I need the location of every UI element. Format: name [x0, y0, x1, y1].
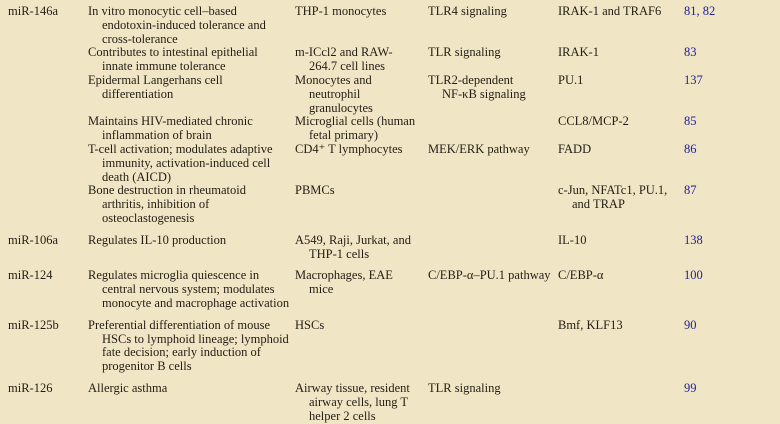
text-line: airway cells, lung T — [309, 394, 409, 409]
reference-link[interactable]: 138 — [684, 232, 703, 247]
mirna-group — [8, 234, 780, 262]
cell-cell-types — [295, 184, 428, 198]
cell-cell-types — [295, 5, 428, 19]
text-line: CCL8/MCP-2 — [558, 114, 629, 129]
text-line: NF-κB signaling — [442, 86, 526, 101]
cell-targets — [558, 115, 684, 129]
text-line: Monocytes and — [295, 72, 372, 87]
cell-mirna-name — [8, 5, 88, 19]
text-line: monocyte and macrophage activation — [102, 295, 290, 310]
table-row — [8, 319, 780, 374]
text-line: and TRAP — [572, 197, 625, 212]
cell-pathway — [428, 269, 558, 283]
cell-function — [88, 382, 295, 396]
text-line: inflammation of brain — [102, 128, 212, 143]
cell-mirna-name — [8, 234, 88, 248]
text-line: fetal primary) — [309, 128, 379, 143]
text-line: TLR4 signaling — [428, 4, 507, 18]
reference-link[interactable]: 81, 82 — [684, 4, 716, 18]
cell-references[interactable] — [684, 234, 780, 248]
text-line: PU.1 — [558, 72, 584, 87]
cell-references[interactable] — [684, 319, 780, 333]
text-line: Maintains HIV-mediated chronic — [88, 114, 253, 129]
reference-link[interactable]: 90 — [684, 317, 697, 332]
text-line: THP-1 monocytes — [295, 4, 387, 18]
text-line: HSCs — [295, 317, 325, 332]
text-line: innate immune tolerance — [102, 59, 226, 74]
table-row — [8, 184, 780, 225]
cell-mirna-name — [8, 269, 88, 283]
cell-pathway — [428, 5, 558, 19]
cell-mirna-name — [8, 382, 88, 396]
text-line: PBMCs — [295, 183, 335, 198]
text-line: central nervous system; modulates — [102, 282, 275, 297]
table-row — [8, 5, 780, 46]
cell-references[interactable] — [684, 382, 780, 396]
mirna-group — [8, 319, 780, 374]
cell-cell-types — [295, 143, 428, 157]
cell-function — [88, 319, 295, 374]
cell-references[interactable] — [684, 5, 780, 19]
text-line: c-Jun, NFATc1, PU.1, — [558, 183, 668, 198]
reference-link[interactable]: 86 — [684, 141, 697, 156]
text-line: TLR signaling — [428, 380, 501, 395]
text-line: neutrophil — [309, 86, 361, 101]
cell-targets — [558, 5, 684, 19]
text-line: FADD — [558, 141, 592, 156]
cell-cell-types — [295, 115, 428, 143]
cell-targets — [558, 184, 684, 212]
text-line: miR-126 — [8, 380, 53, 395]
cell-cell-types — [295, 46, 428, 74]
reference-link[interactable]: 137 — [684, 72, 703, 87]
text-line: Microglial cells (human — [295, 114, 416, 129]
cell-cell-types — [295, 234, 428, 262]
text-line: Regulates IL-10 production — [88, 232, 227, 247]
cell-references[interactable] — [684, 269, 780, 283]
text-line: C/EBP-α — [558, 268, 604, 283]
text-line: MEK/ERK pathway — [428, 141, 530, 156]
text-line: TLR2-dependent — [428, 72, 514, 87]
text-line: arthritis, inhibition of — [102, 197, 210, 212]
text-line: miR-125b — [8, 317, 59, 332]
mirna-table — [8, 5, 780, 423]
cell-pathway — [428, 382, 558, 396]
text-line: A549, Raji, Jurkat, and — [295, 232, 411, 247]
text-line: Bone destruction in rheumatoid — [88, 183, 246, 198]
table-row — [8, 74, 780, 115]
mirna-group — [8, 382, 780, 423]
text-line: miR-124 — [8, 268, 53, 283]
reference-link[interactable]: 87 — [684, 183, 697, 198]
table-row — [8, 382, 780, 423]
text-line: m-ICcl2 and RAW- — [295, 45, 393, 60]
text-line: THP-1 cells — [309, 246, 370, 261]
reference-link[interactable]: 99 — [684, 380, 697, 395]
text-line: helper 2 cells — [309, 408, 376, 423]
cell-cell-types — [295, 74, 428, 115]
reference-link[interactable]: 85 — [684, 114, 697, 129]
text-line: In vitro monocytic cell–based — [88, 4, 237, 18]
text-line: osteoclastogenesis — [102, 210, 195, 225]
text-line: immunity, activation-induced cell — [102, 155, 271, 170]
reference-link[interactable]: 83 — [684, 45, 697, 60]
cell-function — [88, 269, 295, 310]
text-line: T-cell activation; modulates adaptive — [88, 141, 273, 156]
cell-function — [88, 5, 295, 46]
text-line: Bmf, KLF13 — [558, 317, 623, 332]
cell-pathway — [428, 46, 558, 60]
text-line: Allergic asthma — [88, 380, 168, 395]
text-line: CD4⁺ T lymphocytes — [295, 141, 403, 156]
text-line: HSCs to lymphoid lineage; lymphoid — [102, 331, 289, 346]
cell-targets — [558, 143, 684, 157]
text-line: granulocytes — [309, 100, 373, 115]
cell-targets — [558, 74, 684, 88]
cell-targets — [558, 46, 684, 60]
text-line: Regulates microglia quiescence in — [88, 268, 260, 283]
cell-function — [88, 46, 295, 74]
text-line: Macrophages, EAE — [295, 268, 393, 283]
cell-pathway — [428, 74, 558, 102]
text-line: miR-146a — [8, 4, 58, 18]
cell-function — [88, 115, 295, 143]
cell-references[interactable] — [684, 143, 780, 157]
text-line: endotoxin-induced tolerance and — [102, 17, 266, 32]
cell-references[interactable] — [684, 184, 780, 198]
cell-function — [88, 234, 295, 248]
text-line: Preferential differentiation of mouse — [88, 317, 270, 332]
text-line: Epidermal Langerhans cell — [88, 72, 223, 87]
cell-function — [88, 74, 295, 102]
reference-link[interactable]: 100 — [684, 268, 703, 283]
text-line: Contributes to intestinal epithelial — [88, 45, 258, 60]
cell-targets — [558, 234, 684, 248]
cell-cell-types — [295, 269, 428, 297]
text-line: IRAK-1 — [558, 45, 599, 60]
text-line: C/EBP-α–PU.1 pathway — [428, 268, 551, 283]
cell-pathway — [428, 143, 558, 157]
table-row — [8, 115, 780, 143]
cell-function — [88, 143, 295, 184]
table-row — [8, 269, 780, 310]
text-line: TLR signaling — [428, 45, 501, 60]
text-line: differentiation — [102, 86, 174, 101]
cell-references[interactable] — [684, 115, 780, 129]
text-line: IL-10 — [558, 232, 587, 247]
cell-cell-types — [295, 319, 428, 333]
table-row — [8, 46, 780, 74]
text-line: IRAK-1 and TRAF6 — [558, 4, 662, 18]
cell-targets — [558, 319, 684, 333]
text-line: Airway tissue, resident — [295, 380, 410, 395]
cell-function — [88, 184, 295, 225]
text-line: mice — [309, 282, 334, 297]
cell-cell-types — [295, 382, 428, 423]
text-line: death (AICD) — [102, 169, 172, 184]
cell-references[interactable] — [684, 46, 780, 60]
cell-mirna-name — [8, 319, 88, 333]
text-line: cross-tolerance — [102, 31, 178, 46]
text-line: 264.7 cell lines — [309, 59, 386, 74]
cell-references[interactable] — [684, 74, 780, 88]
text-line: miR-106a — [8, 232, 58, 247]
cell-targets — [558, 269, 684, 283]
mirna-group — [8, 269, 780, 310]
text-line: fate decision; early induction of — [102, 345, 261, 360]
table-row — [8, 143, 780, 184]
mirna-group — [8, 5, 780, 226]
text-line: progenitor B cells — [102, 359, 192, 374]
table-row — [8, 234, 780, 262]
